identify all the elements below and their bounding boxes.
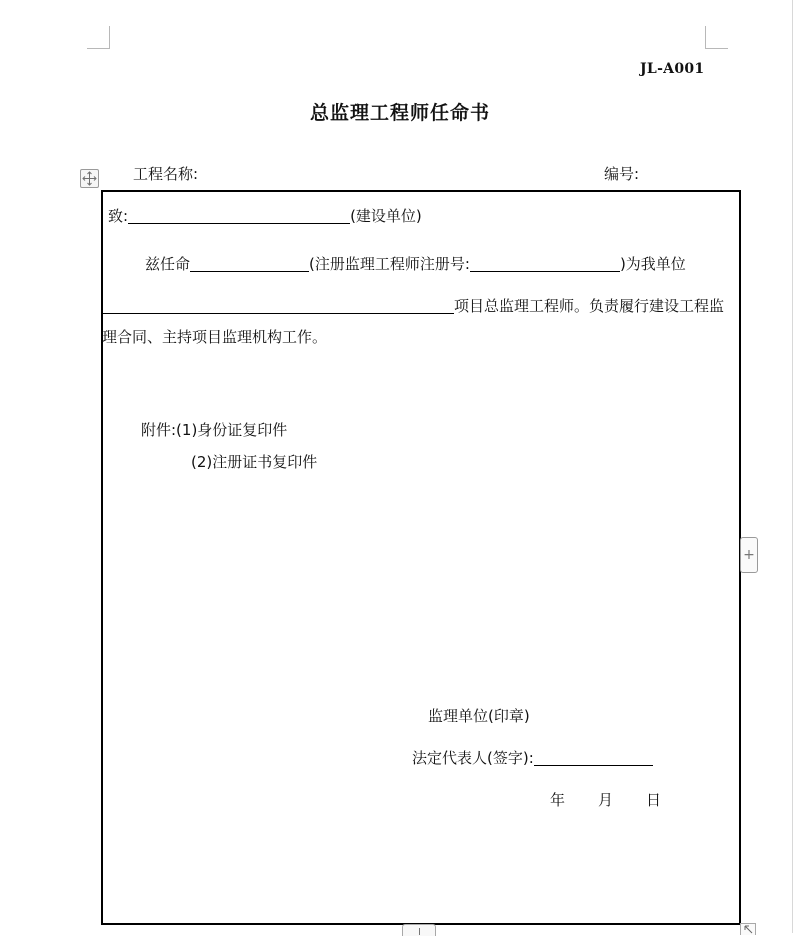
legal-representative-line (412, 747, 653, 768)
addressee-line (108, 205, 422, 226)
construction-unit-field[interactable] (128, 209, 350, 224)
margin-corner-top-left (87, 26, 110, 49)
insert-column-button[interactable] (740, 537, 758, 573)
legal-representative-label: 法定代表人(签字): (412, 749, 534, 767)
table-resize-handle[interactable] (740, 923, 756, 935)
table-move-handle[interactable] (80, 169, 99, 188)
date-month: 月 (598, 791, 614, 809)
project-name-label: 工程名称: (133, 165, 199, 183)
margin-corner-top-right (705, 26, 728, 49)
document-number-label: 编号: (604, 165, 640, 183)
project-line-text: 项目总监理工程师。负责履行建设工程监 (454, 297, 725, 315)
document-code: JL-A001 (640, 61, 705, 77)
appoint-suffix: )为我单位 (619, 255, 686, 273)
page-right-edge (792, 0, 793, 933)
move-icon (82, 171, 97, 186)
project-line (102, 295, 724, 316)
registration-number-field[interactable] (470, 257, 620, 272)
attachment-item-2: (2)注册证书复印件 (191, 453, 318, 471)
registration-label: (注册监理工程师注册号: (309, 255, 470, 273)
document-title: 总监理工程师任命书 (310, 102, 491, 124)
date-day: 日 (646, 791, 662, 809)
project-name-field[interactable] (102, 299, 454, 314)
date-year: 年 (550, 791, 566, 809)
project-line-continuation: 理合同、主持项目监理机构工作。 (102, 328, 328, 346)
date-line (550, 789, 661, 810)
construction-unit-label: (建设单位) (350, 207, 422, 225)
signature-field[interactable] (534, 751, 653, 766)
plus-icon: + (743, 547, 755, 563)
insert-row-handle[interactable] (402, 924, 436, 936)
attachment-item-1: 附件:(1)身份证复印件 (141, 421, 288, 439)
appointment-line (145, 253, 686, 274)
addressee-prefix: 致: (108, 207, 129, 225)
appointee-name-field[interactable] (190, 257, 309, 272)
appoint-prefix: 兹任命 (145, 255, 191, 273)
supervision-unit-seal: 监理单位(印章) (428, 707, 530, 725)
